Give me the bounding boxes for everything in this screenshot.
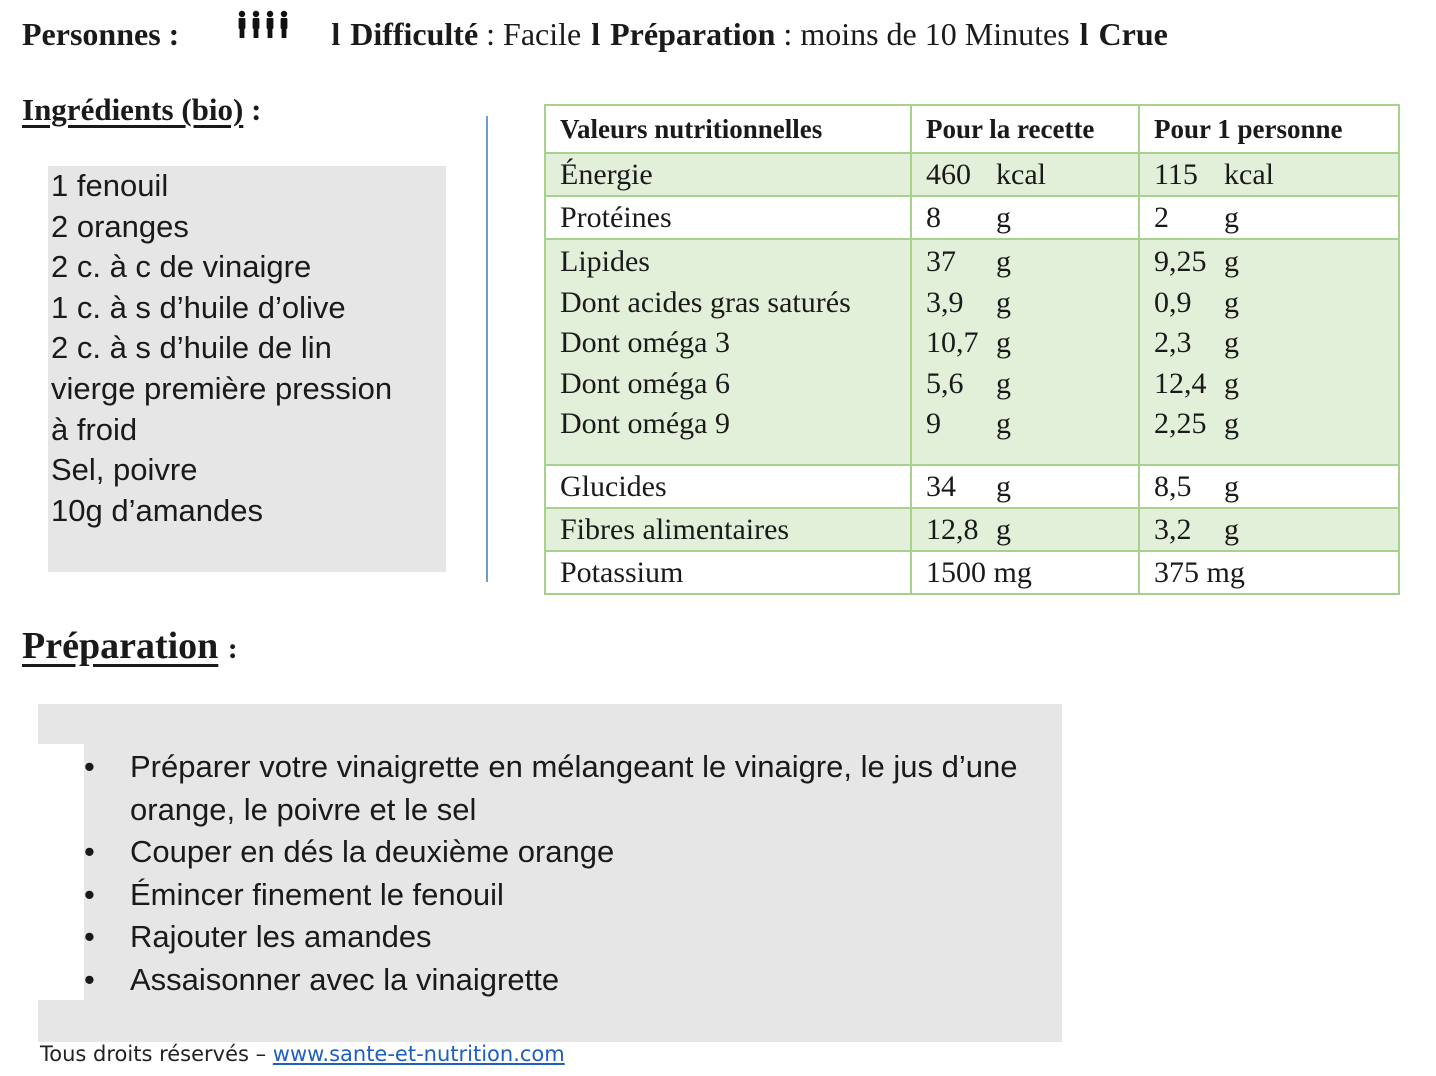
table-row: Énergie 460 kcal 115 kcal: [545, 153, 1399, 196]
table-row: Protéines 8 g 2 g: [545, 196, 1399, 239]
list-item: à froid: [51, 411, 138, 447]
preparation-heading: Préparation :: [22, 625, 238, 667]
list-item: • Couper en dés la deuxième orange: [130, 831, 1055, 874]
table-row: Glucides 34 g 8,5 g: [545, 465, 1399, 508]
footer: [40, 1042, 565, 1066]
recipe-meta-line: Personnes : l Difficulté : Facile l Préparation : moins de 10 Minutes l Crue: [22, 16, 1168, 53]
nutrition-table: [544, 104, 1400, 595]
preparation-steps: [130, 746, 1055, 1002]
website-link[interactable]: www.sante-et-nutrition.com: [272, 1042, 565, 1066]
list-item: 1 c. à s d’huile d’olive: [51, 289, 346, 325]
persons-label: Personnes :: [22, 16, 180, 52]
list-item: • Émincer finement le fenouil: [130, 874, 1055, 917]
table-row: Lipides Dont acides gras saturés Dont oméga 3 Dont oméga 6 Dont oméga 9 37 g 3,9 g 10,7 g 5,6 g 9 g 9,25 g 0,9 g 2,3 g 12,4 g 2,25 g: [545, 239, 1399, 465]
difficulty-value: : Facile: [486, 16, 582, 52]
list-item: 2 c. à c de vinaigre: [51, 249, 312, 285]
column-header: Pour la recette: [911, 105, 1139, 153]
ingredients-list: [51, 166, 392, 531]
column-header: Pour 1 personne: [1139, 105, 1399, 153]
list-item: 2 c. à s d’huile de lin: [51, 330, 332, 366]
list-item: • Rajouter les amandes: [130, 916, 1055, 959]
column-divider: [486, 116, 488, 582]
column-header: Valeurs nutritionnelles: [545, 105, 911, 153]
table-row: Potassium 1500 mg 375 mg: [545, 551, 1399, 594]
ingredients-heading: Ingrédients (bio) :: [22, 92, 262, 127]
difficulty-label: Difficulté: [350, 16, 479, 52]
recipe-type: Crue: [1098, 16, 1168, 52]
table-row: Fibres alimentaires 12,8 g 3,2 g: [545, 508, 1399, 551]
list-item: 1 fenouil: [51, 168, 169, 203]
persons-icon: [237, 10, 293, 40]
list-item: vierge première pression: [51, 370, 393, 406]
ingredients-box: [48, 166, 446, 572]
table-header-row: [545, 105, 1399, 153]
list-item: 2 oranges: [51, 208, 189, 244]
list-item: • Assaisonner avec la vinaigrette: [130, 959, 1055, 1002]
list-item: Sel, poivre: [51, 452, 198, 488]
list-item: 10g d’amandes: [51, 492, 263, 528]
copyright-text: Tous droits réservés –: [40, 1042, 273, 1066]
prep-time-label: Préparation: [610, 16, 776, 52]
list-item: • Préparer votre vinaigrette en mélangeant le vinaigre, le jus d’une orange, le poivre et le sel: [130, 746, 1055, 831]
prep-time-value: : moins de 10 Minutes: [783, 16, 1070, 52]
